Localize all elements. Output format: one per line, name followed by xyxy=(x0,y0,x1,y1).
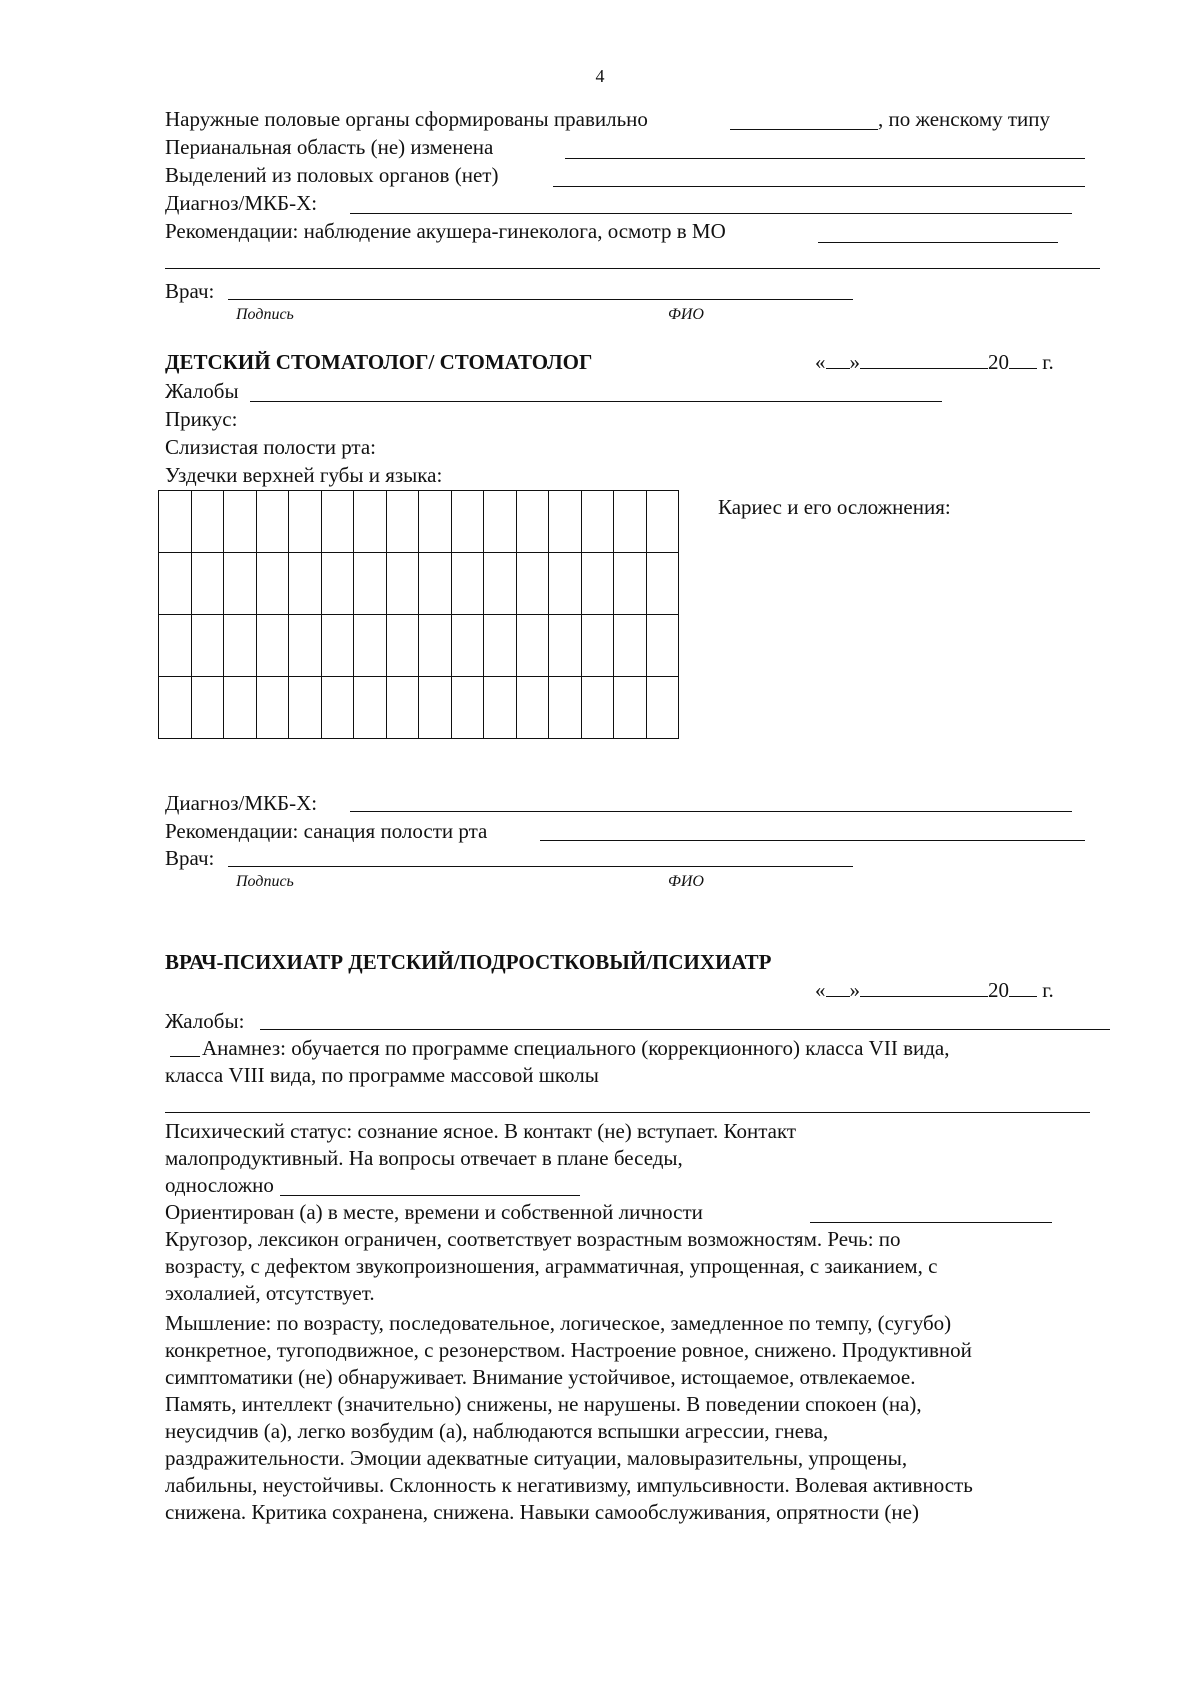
date-open-quote: « xyxy=(815,350,826,374)
date-open-quote: « xyxy=(815,978,826,1002)
discharge-blank[interactable] xyxy=(553,186,1085,187)
year-prefix: 20 xyxy=(988,978,1009,1002)
doctor-signature-blank[interactable] xyxy=(228,299,853,300)
recommendations-line: Рекомендации: наблюдение акушера-гинеколога, осмотр в МО xyxy=(165,219,726,243)
day-blank[interactable] xyxy=(826,350,850,369)
oriented-line: Ориентирован (а) в месте, времени и собственной личности xyxy=(165,1200,703,1224)
year-suffix: г. xyxy=(1042,978,1054,1002)
day-blank[interactable] xyxy=(826,978,850,997)
dentist-fio-caption: ФИО xyxy=(668,873,704,890)
dentist-date xyxy=(815,350,1054,375)
signature-caption: Подпись xyxy=(236,306,294,323)
genitals-line: Наружные половые органы сформированы правильно xyxy=(165,107,648,131)
dentist-diagnosis-blank[interactable] xyxy=(350,811,1072,812)
caries-label: Кариес и его осложнения: xyxy=(718,495,951,519)
status-blank[interactable] xyxy=(280,1195,580,1196)
page-number: 4 xyxy=(595,66,605,86)
psychiatrist-date xyxy=(815,978,1054,1003)
bite-label: Прикус: xyxy=(165,407,238,431)
thinking-line: снижена. Критика сохранена, снижена. Навыки самообслуживания, опрятности (не) xyxy=(165,1500,919,1524)
dentist-doctor-label: Врач: xyxy=(165,846,215,870)
psychiatrist-title: ВРАЧ-ПСИХИАТР ДЕТСКИЙ/ПОДРОСТКОВЫЙ/ПСИХИАТР xyxy=(165,950,772,974)
psychiatrist-complaints-label: Жалобы: xyxy=(165,1009,245,1033)
outlook-line-3: эхолалией, отсутствует. xyxy=(165,1281,375,1305)
recommendations-blank[interactable] xyxy=(818,242,1058,243)
anamnesis-extra-line[interactable] xyxy=(165,1112,1090,1113)
perianal-line: Перианальная область (не) изменена xyxy=(165,135,494,159)
extra-line[interactable] xyxy=(165,268,1100,269)
fio-caption: ФИО xyxy=(668,306,704,323)
thinking-line: раздражительности. Эмоции адекватные ситуации, маловыразительны, упрощены, xyxy=(165,1446,908,1470)
genitals-suffix: , по женскому типу xyxy=(878,107,1051,131)
dentist-recommendations-blank[interactable] xyxy=(540,840,1085,841)
diagnosis-label: Диагноз/МКБ-Х: xyxy=(165,191,318,215)
psychiatrist-complaints-blank[interactable] xyxy=(260,1029,1110,1030)
thinking-line: симптоматики (не) обнаруживает. Внимание устойчивое, истощаемое, отвлекаемое. xyxy=(165,1365,916,1389)
dentist-recommendations-line: Рекомендации: санация полости рта xyxy=(165,819,488,843)
dentist-complaints-label: Жалобы xyxy=(165,379,239,403)
dentist-title: ДЕТСКИЙ СТОМАТОЛОГ/ СТОМАТОЛОГ xyxy=(165,350,593,374)
status-line-1: Психический статус: сознание ясное. В контакт (не) вступает. Контакт xyxy=(165,1119,797,1143)
oriented-blank[interactable] xyxy=(810,1222,1052,1223)
mucosa-label: Слизистая полости рта: xyxy=(165,435,377,459)
year-blank[interactable] xyxy=(1009,350,1037,369)
thinking-line: Мышление: по возрасту, последовательное, логическое, замедленное по темпу, (сугубо) xyxy=(165,1311,952,1335)
dentist-signature-caption: Подпись xyxy=(236,873,294,890)
thinking-line: Память, интеллект (значительно) снижены, не нарушены. В поведении спокоен (на), xyxy=(165,1392,922,1416)
anamnesis-blank[interactable] xyxy=(170,1056,200,1057)
status-line-2: малопродуктивный. На вопросы отвечает в плане беседы, xyxy=(165,1146,683,1170)
year-prefix: 20 xyxy=(988,350,1009,374)
month-blank[interactable] xyxy=(860,978,988,997)
thinking-line: конкретное, тугоподвижное, с резонерством. Настроение ровное, снижено. Продуктивной xyxy=(165,1338,972,1362)
genitals-blank[interactable] xyxy=(730,129,878,130)
outlook-line-1: Кругозор, лексикон ограничен, соответствует возрастным возможностям. Речь: по xyxy=(165,1227,901,1251)
dental-chart-grid[interactable] xyxy=(158,490,679,739)
perianal-blank[interactable] xyxy=(565,158,1085,159)
date-close-quote: » xyxy=(849,978,860,1002)
anamnesis-line-1: Анамнез: обучается по программе специального (коррекционного) класса VII вида, xyxy=(202,1036,950,1060)
frenula-label: Уздечки верхней губы и языка: xyxy=(165,463,443,487)
diagnosis-blank[interactable] xyxy=(350,213,1072,214)
year-suffix: г. xyxy=(1042,350,1054,374)
date-close-quote: » xyxy=(849,350,860,374)
outlook-line-2: возрасту, с дефектом звукопроизношения, аграмматичная, упрощенная, с заиканием, с xyxy=(165,1254,938,1278)
dentist-complaints-blank[interactable] xyxy=(250,401,942,402)
dentist-diagnosis-label: Диагноз/МКБ-Х: xyxy=(165,791,318,815)
discharge-line: Выделений из половых органов (нет) xyxy=(165,163,499,187)
status-line-3: односложно xyxy=(165,1173,274,1197)
thinking-line: неусидчив (а), легко возбудим (а), наблюдаются вспышки агрессии, гнева, xyxy=(165,1419,829,1443)
month-blank[interactable] xyxy=(860,350,988,369)
anamnesis-line-2: класса VIII вида, по программе массовой школы xyxy=(165,1063,599,1087)
thinking-line: лабильны, неустойчивы. Склонность к негативизму, импульсивности. Волевая активность xyxy=(165,1473,973,1497)
year-blank[interactable] xyxy=(1009,978,1037,997)
doctor-label: Врач: xyxy=(165,279,215,303)
dentist-signature-blank[interactable] xyxy=(228,866,853,867)
